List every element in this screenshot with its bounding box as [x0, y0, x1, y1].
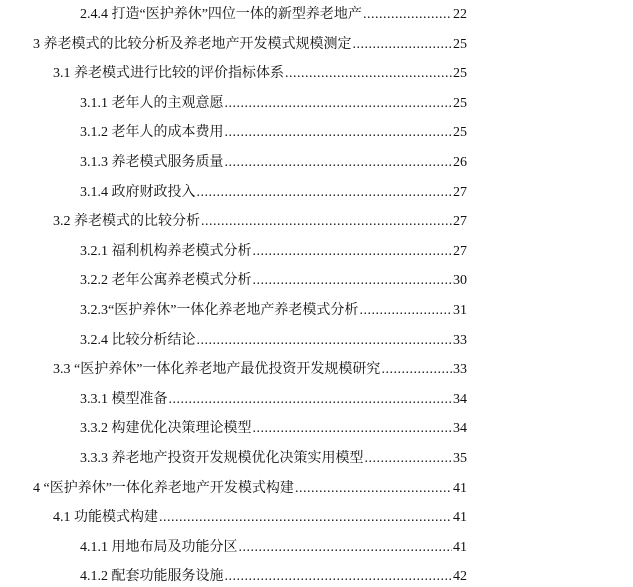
toc-entry-page: 27	[453, 184, 467, 200]
toc-entry[interactable]	[80, 183, 467, 203]
dot-leader	[253, 271, 453, 291]
toc-entry[interactable]	[80, 271, 467, 291]
toc-entry-title: 3.2.4 比较分析结论	[80, 332, 196, 348]
toc-entry-page: 22	[453, 7, 467, 22]
toc-entry-title: 3.2 养老模式的比较分析	[53, 214, 200, 230]
toc-entry-title: 3.1 养老模式进行比较的评价指标体系	[53, 66, 284, 82]
toc-entry[interactable]	[80, 153, 467, 173]
toc-entry-page: 33	[453, 332, 467, 348]
toc-entry[interactable]	[80, 301, 467, 321]
toc-entry-title: 2.4.4 打造“医护养休”四位一体的新型养老地产	[80, 7, 362, 22]
dot-leader	[381, 360, 452, 380]
toc-entry[interactable]	[53, 508, 467, 528]
toc-entry[interactable]	[80, 331, 467, 351]
toc-entry-page: 25	[453, 36, 467, 52]
toc-entry[interactable]	[80, 419, 467, 439]
dot-leader	[365, 449, 453, 469]
toc-entry[interactable]	[53, 360, 467, 380]
toc-entry-page: 41	[453, 480, 467, 496]
toc-entry[interactable]	[80, 538, 467, 558]
toc-entry-page: 30	[453, 273, 467, 289]
toc-entry[interactable]	[80, 123, 467, 143]
toc-entry-page: 33	[453, 362, 467, 378]
dot-leader	[225, 94, 453, 114]
toc-entry[interactable]	[80, 242, 467, 262]
dot-leader	[159, 508, 452, 528]
toc-entry-title: 3.1.1 老年人的主观意愿	[80, 95, 224, 111]
toc-entry[interactable]	[53, 64, 467, 84]
toc-entry-page: 27	[453, 243, 467, 259]
dot-leader	[253, 242, 453, 262]
dot-leader	[225, 123, 453, 143]
toc-entry-page: 25	[453, 66, 467, 82]
toc-entry[interactable]	[80, 390, 467, 410]
toc-entry-title: 3.2.2 老年公寓养老模式分析	[80, 273, 252, 289]
toc-entry-title: 3.3.3 养老地产投资开发规模优化决策实用模型	[80, 451, 364, 466]
toc-entry-title: 3.1.3 养老模式服务质量	[80, 155, 224, 170]
dot-leader	[239, 538, 453, 558]
toc-entry-title: 3.3 “医护养休”一体化养老地产最优投资开发规模研究	[53, 362, 381, 378]
toc-entry[interactable]	[80, 94, 467, 114]
toc-entry-title: 4.1 功能模式构建	[53, 510, 158, 526]
dot-leader	[353, 35, 453, 55]
dot-leader	[295, 479, 452, 499]
toc-entry-title: 3.3.2 构建优化决策理论模型	[80, 421, 252, 437]
dot-leader	[253, 419, 453, 439]
dot-leader	[285, 64, 452, 84]
toc-entry-title: 3 养老模式的比较分析及养老地产开发模式规模测定	[33, 36, 352, 52]
toc-entry-page: 41	[453, 539, 467, 555]
toc-entry-page: 26	[453, 155, 467, 170]
toc-entry-title: 3.2.3“医护养休”一体化养老地产养老模式分析	[80, 303, 359, 318]
toc-entry-page: 41	[453, 510, 467, 526]
dot-leader	[363, 5, 452, 25]
toc-entry-title: 3.1.4 政府财政投入	[80, 184, 196, 200]
toc-entry-page: 31	[453, 303, 467, 318]
dot-leader	[225, 567, 453, 587]
toc-entry[interactable]	[80, 5, 467, 25]
dot-leader	[197, 331, 453, 351]
dot-leader	[169, 390, 453, 410]
toc-entry-page: 35	[453, 451, 467, 466]
toc-entry[interactable]	[33, 479, 467, 499]
toc-entry[interactable]	[80, 449, 467, 469]
toc-entry-page: 25	[453, 125, 467, 141]
toc-entry-page: 25	[453, 95, 467, 111]
dot-leader	[359, 301, 452, 321]
toc-entry-title: 4.1.1 用地布局及功能分区	[80, 539, 238, 555]
toc-entry-title: 3.3.1 模型准备	[80, 391, 168, 407]
toc-entry-title: 4 “医护养休”一体化养老地产开发模式构建	[33, 480, 294, 496]
toc-entry[interactable]	[33, 35, 467, 55]
toc-entry-page: 27	[453, 214, 467, 230]
toc-entry-page: 34	[453, 391, 467, 407]
toc-entry-page: 42	[453, 569, 467, 585]
toc-entry-page: 34	[453, 421, 467, 437]
toc-entry-title: 3.2.1 福利机构养老模式分析	[80, 243, 252, 259]
toc-entry[interactable]	[80, 567, 467, 587]
toc-entry[interactable]	[53, 212, 467, 232]
toc-entry-title: 4.1.2 配套功能服务设施	[80, 569, 224, 585]
dot-leader	[201, 212, 452, 232]
dot-leader	[197, 183, 453, 203]
dot-leader	[225, 153, 453, 173]
toc-entry-title: 3.1.2 老年人的成本费用	[80, 125, 224, 141]
